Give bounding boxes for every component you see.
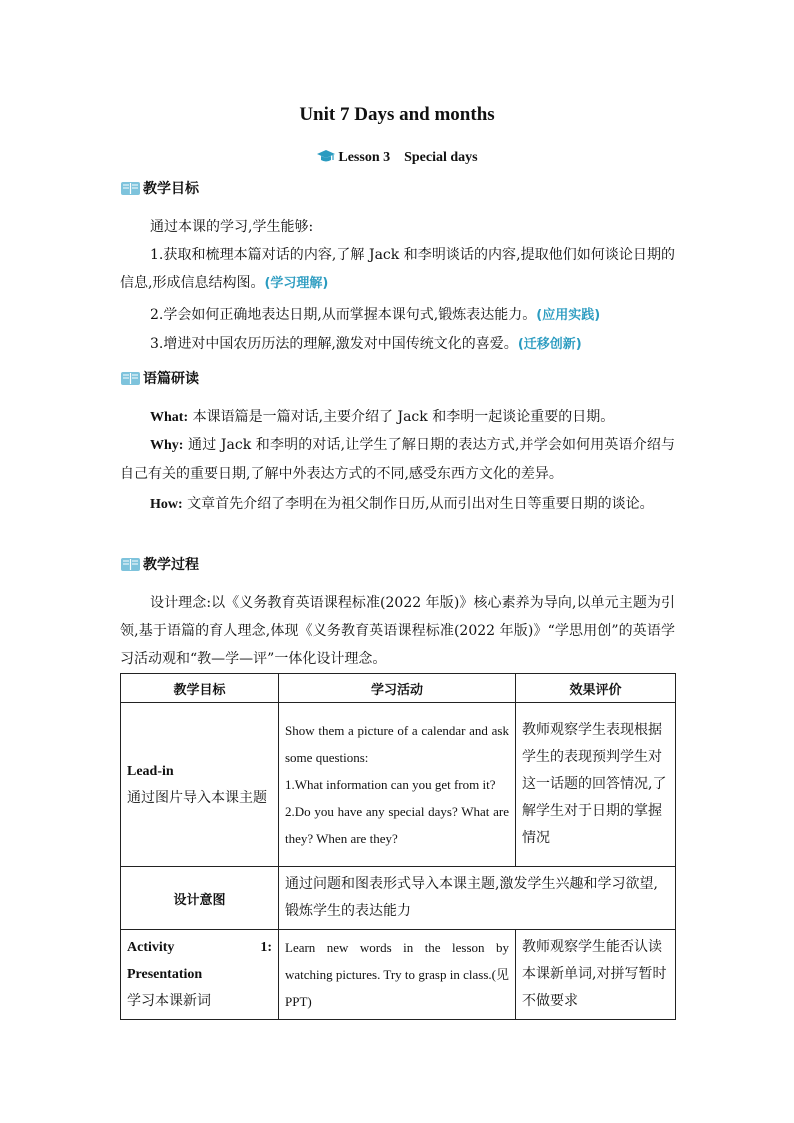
reading-what [120,403,675,432]
book-icon [120,556,141,573]
lesson-name: Special days [404,150,478,165]
section-heading-text: 教学过程 [143,557,199,573]
book-icon [120,370,141,387]
activity1-title-a: Activity [127,940,175,955]
activity1-goal-cell [121,930,279,1020]
goal-text: 1.获取和梳理本篇对话的内容,了解 Jack 和李明谈话的内容,提取他们如何谈论日期的信息,形成信息结构图。 [120,247,675,291]
leadin-title: Lead-in [127,763,174,779]
activity1-title-b: 1: [260,940,272,955]
leadin-goal-cell [121,703,279,867]
table-header-goal: 教学目标 [121,674,279,703]
why-text: 通过 Jack 和李明的对话,让学生了解日期的表达方式,并学会如何用英语介绍与自己有关的重要日期,了解中外表达方式的不同,感受东西方文化的差异。 [120,437,675,482]
goal-tag: (迁移创新) [517,337,582,352]
document-title: Unit 7 Days and months [299,104,495,125]
graduation-cap-icon [316,149,336,169]
section-heading-process [120,554,199,574]
table-header-row [121,674,676,703]
how-text: 文章首先介绍了李明在为祖父制作日历,从而引出对生日等重要日期的谈论。 [187,496,654,512]
table-row-activity1 [121,930,676,1020]
goal-item-3 [120,330,675,359]
activity1-title-c: Presentation [127,967,203,982]
table-row-leadin [121,703,676,867]
goal-item-1 [120,241,675,298]
what-label: What: [150,410,189,425]
leadin-activity-line: 1.What information can you get from it? [285,777,496,792]
goal-text: 2.学会如何正确地表达日期,从而掌握本课句式,锻炼表达能力。 [150,307,537,323]
goal-tag: (学习理解) [264,276,329,291]
design-intent-label [121,867,279,930]
design-concept: 设计理念:以《义务教育英语课程标准(2022 年版)》核心素养为导向,以单元主题为引领,基于语篇的育人理念,体现《义务教育英语课程标准(2022 年版)》“学思用创”的英语学习活动观和“教—学—评”一体化设计理念。 [120,595,675,667]
book-icon [120,180,141,197]
leadin-goal: 通过图片导入本课主题 [127,789,267,806]
activity1-activity-cell: Learn new words in the lesson by watching pictures. Try to grasp in class.(见 PPT) [279,930,516,1020]
reading-why [120,431,675,488]
table-header-evaluation: 效果评价 [516,674,676,703]
section-heading-goals [120,178,199,198]
table-header-activity: 学习活动 [279,674,516,703]
goal-text: 3.增进对中国农历历法的理解,激发对中国传统文化的喜爱。 [150,336,518,352]
lesson-plan-table [120,673,676,1020]
section-heading-text: 语篇研读 [143,371,199,387]
why-label: Why: [150,438,184,453]
design-intent-label-text: 设计意图 [173,892,226,908]
lesson-number: Lesson 3 [338,150,391,165]
activity1-goal: 学习本课新词 [127,993,211,1009]
activity1-title-line [127,934,272,961]
leadin-activity-cell [279,703,516,867]
goals-intro: 通过本课的学习,学生能够: [150,219,314,235]
lesson-subtitle [0,149,794,169]
section-heading-reading [120,368,199,388]
how-label: How: [150,497,183,512]
reading-how [120,490,675,519]
section-heading-text: 教学目标 [143,181,199,197]
design-intent-text: 通过问题和图表形式导入本课主题,激发学生兴趣和学习欲望,锻炼学生的表达能力 [279,867,676,930]
goal-item-2 [120,301,675,330]
activity1-evaluation-cell: 教师观察学生能否认读本课新单词,对拼写暂时不做要求 [516,930,676,1020]
table-row-design-intent [121,867,676,930]
leadin-evaluation-cell [516,703,676,867]
leadin-activity-line: Show them a picture of a calendar and ask some questions: [285,723,509,765]
goal-tag: (应用实践) [536,308,601,323]
what-text: 本课语篇是一篇对话,主要介绍了 Jack 和李明一起谈论重要的日期。 [192,409,615,425]
leadin-evaluation: 教师观察学生表现根据学生的表现预判学生对这一话题的回答情况,了解学生对于日期的掌握情况 [522,722,667,846]
leadin-activity-line: 2.Do you have any special days? What are they? When are they? [285,804,509,846]
